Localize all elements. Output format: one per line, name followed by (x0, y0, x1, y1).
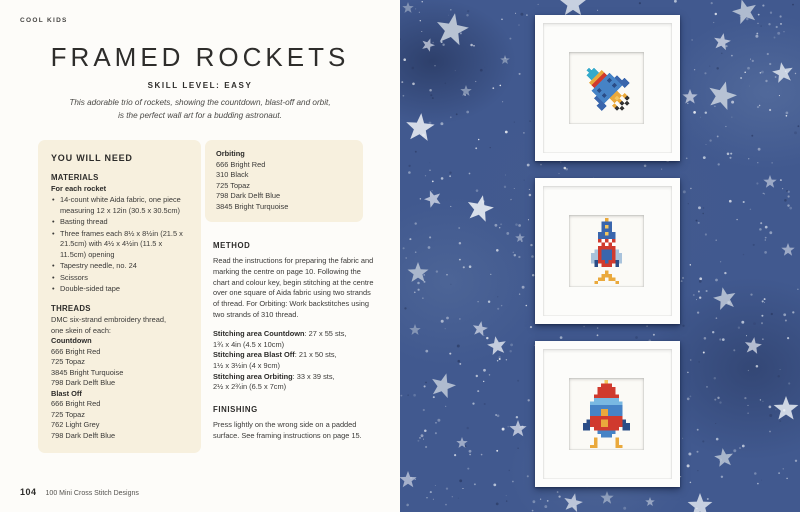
materials-item: • 14-count white Aida fabric, one piece measuring 12 x 12in (30.5 x 30.5cm) (51, 195, 190, 216)
materials-item: • Double-sided tape (51, 284, 190, 295)
frame-mat (543, 186, 672, 316)
section-label: COOL KIDS (20, 17, 68, 24)
thread-item: 798 Dark Delft Blue (51, 378, 116, 388)
stitch-area-label: Stitching area Blast Off (213, 350, 295, 360)
stitch-area-line (213, 350, 375, 371)
threads-intro: one skein of each: (51, 325, 111, 335)
page-title: FRAMED ROCKETS (50, 42, 350, 72)
stitch-area-value: : 27 x 55 sts, (304, 329, 347, 339)
photo-starry-wall (400, 0, 800, 512)
thread-item: 762 Light Grey (51, 420, 100, 430)
materials-list (51, 195, 190, 295)
stitch-area-label: Stitching area Orbiting (213, 371, 293, 381)
cross-stitch-blast-off-rocket (583, 380, 630, 448)
thread-item: 725 Topaz (51, 357, 85, 367)
skill-level: SKILL LEVEL: EASY (147, 81, 253, 90)
stitch-area-line (213, 372, 375, 393)
page-footer (20, 487, 139, 497)
mat-opening (569, 215, 644, 287)
you-will-need-box (38, 140, 201, 453)
stitch-area-value: : 33 x 39 sts, (292, 371, 335, 381)
threads-intro: DMC six-strand embroidery thread, (51, 315, 167, 325)
stitching-areas (213, 329, 375, 393)
thread-group-name: Orbiting (216, 149, 245, 158)
framed-rocket-orbiting (535, 15, 680, 161)
cross-stitch-orbiting-rocket (573, 55, 639, 121)
finishing-heading: FINISHING (213, 405, 258, 415)
framed-rocket-blast-off (535, 341, 680, 487)
thread-item: 798 Dark Delft Blue (51, 430, 116, 440)
thread-item: 798 Dark Delft Blue (216, 191, 281, 201)
frame-mat (543, 349, 672, 479)
mat-opening (569, 52, 644, 124)
method-section (213, 240, 375, 442)
orbiting-threads-box (205, 140, 363, 222)
stitch-area-line (213, 329, 375, 350)
materials-item: • Three frames each 8½ x 8½in (21.5 x 21.5cm) with 4½ x 4½in (11.5 x 11.5cm) opening (51, 229, 190, 261)
cross-stitch-countdown-rocket (591, 218, 623, 285)
materials-item: • Basting thread (51, 217, 190, 228)
mat-opening (569, 378, 644, 450)
materials-heading: MATERIALS (51, 172, 99, 182)
you-will-need-heading: YOU WILL NEED (51, 153, 133, 163)
page-number: 104 (20, 487, 37, 497)
thread-group-name: Blast Off (51, 388, 82, 398)
thread-item: 666 Bright Red (51, 399, 101, 409)
thread-item: 3845 Bright Turquoise (51, 367, 124, 377)
stitch-area-size: 1½ x 3½in (4 x 9cm) (213, 361, 280, 371)
thread-item: 725 Topaz (216, 180, 250, 190)
frame-mat (543, 23, 672, 153)
method-paragraph: Read the instructions for preparing the fabric and marking the centre on page 10. Following the chart and colour key, begin stitching at the centre over one square of Aida fabric using two strands of thread. For Orbiting: Work backstitches using two strands of 310 thread. (213, 256, 374, 319)
materials-item: • Scissors (51, 273, 190, 284)
finishing-paragraph: Press lightly on the wrong side on a padded surface. See framing instructions on page 15. (213, 420, 362, 440)
stitch-area-value: : 21 x 50 sts, (294, 350, 337, 360)
finishing-section (213, 404, 375, 442)
intro-text (0, 97, 400, 122)
framed-rocket-countdown (535, 178, 680, 324)
thread-group-name: Countdown (51, 336, 92, 346)
stitch-area-label: Stitching area Countdown (213, 329, 305, 339)
thread-item: 725 Topaz (51, 409, 85, 419)
thread-item: 310 Black (216, 170, 249, 180)
materials-item: • Tapestry needle, no. 24 (51, 261, 190, 272)
intro-line-1: This adorable trio of rockets, showing the countdown, blast-off and orbit, (69, 98, 331, 107)
thread-item: 3845 Bright Turquoise (216, 201, 289, 211)
book-title: 100 Mini Cross Stitch Designs (45, 490, 139, 497)
method-heading: METHOD (213, 241, 251, 250)
threads-heading: THREADS (51, 303, 91, 313)
materials-subheading: For each rocket (51, 183, 107, 193)
stitch-area-size: 1¾ x 4in (4.5 x 10cm) (213, 339, 285, 349)
stitch-area-size: 2½ x 2¾in (6.5 x 7cm) (213, 382, 287, 392)
intro-line-2: is the perfect wall art for a budding astronaut. (118, 110, 282, 120)
thread-item: 666 Bright Red (216, 159, 266, 169)
thread-item: 666 Bright Red (51, 346, 101, 356)
